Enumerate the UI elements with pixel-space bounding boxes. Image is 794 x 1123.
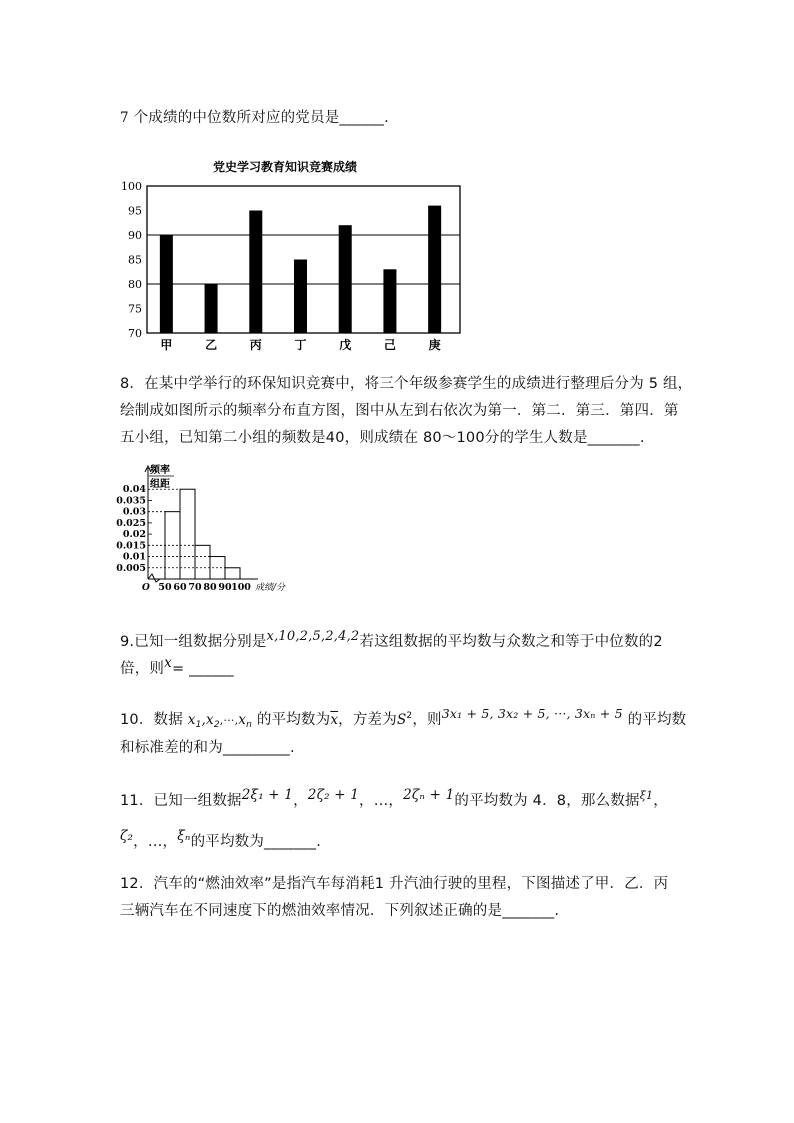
q11-ellipsis: …， xyxy=(373,793,404,809)
hist-x-tick: 80 xyxy=(203,582,217,593)
hist-y-tick: 0.02 xyxy=(122,529,146,541)
q12-line1: 12．汽车的“燃油效率”是指汽车每消耗1 升汽油行驶的里程，下图描述了甲．乙．丙 xyxy=(120,876,669,892)
q10-line2: 和标准差的和为_________. xyxy=(120,740,295,756)
hist-x-tick: 60 xyxy=(173,582,187,593)
hist-y-tick: 0.025 xyxy=(116,517,146,529)
hist-ylabel-bottom: 组距 xyxy=(150,479,170,490)
hist-y-tick: 0.04 xyxy=(122,484,146,496)
q11-line1 xyxy=(120,787,668,812)
q10-suffix: 的平均数 xyxy=(627,712,687,728)
chart1-bar xyxy=(339,225,352,333)
q9-line1 xyxy=(120,629,663,653)
q9-var: x xyxy=(164,655,172,671)
chart1-y-tick: 75 xyxy=(128,302,142,316)
hist-bar xyxy=(225,568,240,579)
q11-sep3: ， xyxy=(653,793,668,809)
chart1-y-tick: 90 xyxy=(128,229,142,242)
frequency-histogram xyxy=(108,462,318,602)
chart1-x-tick: 乙 xyxy=(205,338,218,352)
hist-y-tick: 0.015 xyxy=(116,540,146,552)
q11-d2: ζ₂ xyxy=(120,828,134,844)
q11-sep4: ， xyxy=(133,834,148,850)
q10-expr: 3x₁ + 5, 3x₂ + 5, ···, 3xₙ + 5 xyxy=(441,706,623,721)
chart1-bar xyxy=(428,206,441,333)
chart1-x-tick: 庚 xyxy=(428,338,441,352)
chart1-y-tick: 85 xyxy=(128,253,142,267)
score-bar-chart xyxy=(110,150,470,360)
q12-line2: 三辆汽车在不同速度下的燃油效率情况．下列叙述正确的是_______. xyxy=(120,903,560,919)
hist-xlabel: 成绩/分 xyxy=(255,583,286,593)
hist-ylabel-top: 频率 xyxy=(150,465,170,476)
chart1-bar xyxy=(205,284,218,333)
hist-x-tick: 50 xyxy=(158,582,172,593)
q11-ellipsis2: …， xyxy=(147,834,178,850)
chart1-bar xyxy=(383,269,396,333)
q11-e3: 2ζₙ + 1 xyxy=(403,787,455,803)
q8-line1: 8．在某中学举行的环保知识竞赛中，将三个年级参赛学生的成绩进行整理后分为 5 组， xyxy=(120,376,693,392)
q8-line3: 五小组，已知第二小组的频数是40，则成绩在 80～100分的学生人数是_______. xyxy=(120,430,645,446)
hist-x-tick: 90 xyxy=(218,582,232,593)
q11-line2 xyxy=(120,828,322,852)
q9-line2-b: = ______ xyxy=(171,661,234,677)
hist-origin: O xyxy=(142,583,150,593)
chart1-x-tick: 丁 xyxy=(294,338,307,352)
chart1-x-tick: 甲 xyxy=(160,338,173,352)
chart1-bar xyxy=(249,211,262,334)
q7-number: 7 xyxy=(120,110,129,126)
chart1-x-tick: 丙 xyxy=(249,338,262,352)
chart1-x-tick: 戊 xyxy=(339,338,352,352)
q10-mid3: ，则 xyxy=(412,712,442,728)
chart1-y-tick: 80 xyxy=(128,278,142,291)
chart1-y-tick: 70 xyxy=(128,327,142,340)
q11-sep1: ， xyxy=(293,793,308,809)
q10-dots: ,···, xyxy=(219,714,239,727)
q11-d1: ξ1 xyxy=(639,789,654,802)
hist-axis-break xyxy=(148,574,160,582)
q10-mid1: 的平均数为 xyxy=(256,712,331,728)
q11-e2: 2ζ₂ + 1 xyxy=(307,787,359,803)
q11-suffix: 的平均数为_______. xyxy=(190,834,322,850)
q10-prefix: 10．数据 xyxy=(120,712,183,728)
hist-x-tick: 100 xyxy=(231,582,251,593)
q10-x1: x xyxy=(187,712,196,728)
q9-prefix: 9.已知一组数据分别是 xyxy=(120,634,267,650)
q7-text: 个成绩的中位数所对应的党员是______. xyxy=(133,110,389,126)
q7-line xyxy=(120,108,389,128)
hist-y-tick: 0.01 xyxy=(122,551,146,563)
q10-S-exp: 2 xyxy=(406,711,413,721)
q11-mid: 的平均数为 4．8，那么数据 xyxy=(454,793,640,809)
hist-y-tick: 0.005 xyxy=(116,562,146,574)
q10-x1-sub: 1 xyxy=(195,720,202,730)
hist-bar xyxy=(195,545,210,579)
q10-xn-sub: n xyxy=(246,720,253,730)
chart1-title: 党史学习教育知识竞赛成绩 xyxy=(212,160,358,174)
q11-sep2: ， xyxy=(359,793,374,809)
chart1-bar xyxy=(294,260,307,334)
hist-bar xyxy=(180,489,195,579)
chart1-x-tick: 己 xyxy=(383,338,396,352)
q10-S: S xyxy=(396,712,407,728)
chart1-y-tick: 95 xyxy=(128,204,142,218)
q9-suffix: 若这组数据的平均数与众数之和等于中位数的2 xyxy=(359,634,663,650)
q8-line2: 绘制成如图所示的频率分布直方图，图中从左到右依次为第一．第二．第三．第四．第 xyxy=(120,403,679,419)
q9-line2-a: 倍，则 xyxy=(120,661,165,677)
hist-y-tick: 0.03 xyxy=(122,506,146,518)
chart1-bar xyxy=(160,235,173,333)
q11-d3: ξₙ xyxy=(177,828,191,844)
q10-x2: x xyxy=(206,712,214,728)
hist-x-tick: 70 xyxy=(188,582,202,593)
q10-xn: x xyxy=(238,712,247,728)
chart1-y-tick: 100 xyxy=(121,180,142,193)
q9-line2 xyxy=(120,655,234,679)
q11-prefix: 11．已知一组数据 xyxy=(120,793,242,809)
q10-xbar: $\overline{x}$ xyxy=(330,712,339,728)
q9-data-list: x,10,2,5,2,4,2 xyxy=(266,629,360,644)
hist-y-tick: 0.035 xyxy=(116,495,146,507)
q10-x2-sub: 2 xyxy=(213,720,220,730)
q10-mid2: ，方差为 xyxy=(338,712,397,728)
q10-line1: 10．数据 $x_1,x_2,\cdot\cdot\cdot,x_n$ 的平均数为$\overline{x}$，方差为$S^2$，则3x₁ + 5, 3x₂ + 5, ···, 3xₙ + 5 的平均数 xyxy=(120,706,687,730)
q11-e1: 2ξ₁ + 1 xyxy=(241,787,294,803)
